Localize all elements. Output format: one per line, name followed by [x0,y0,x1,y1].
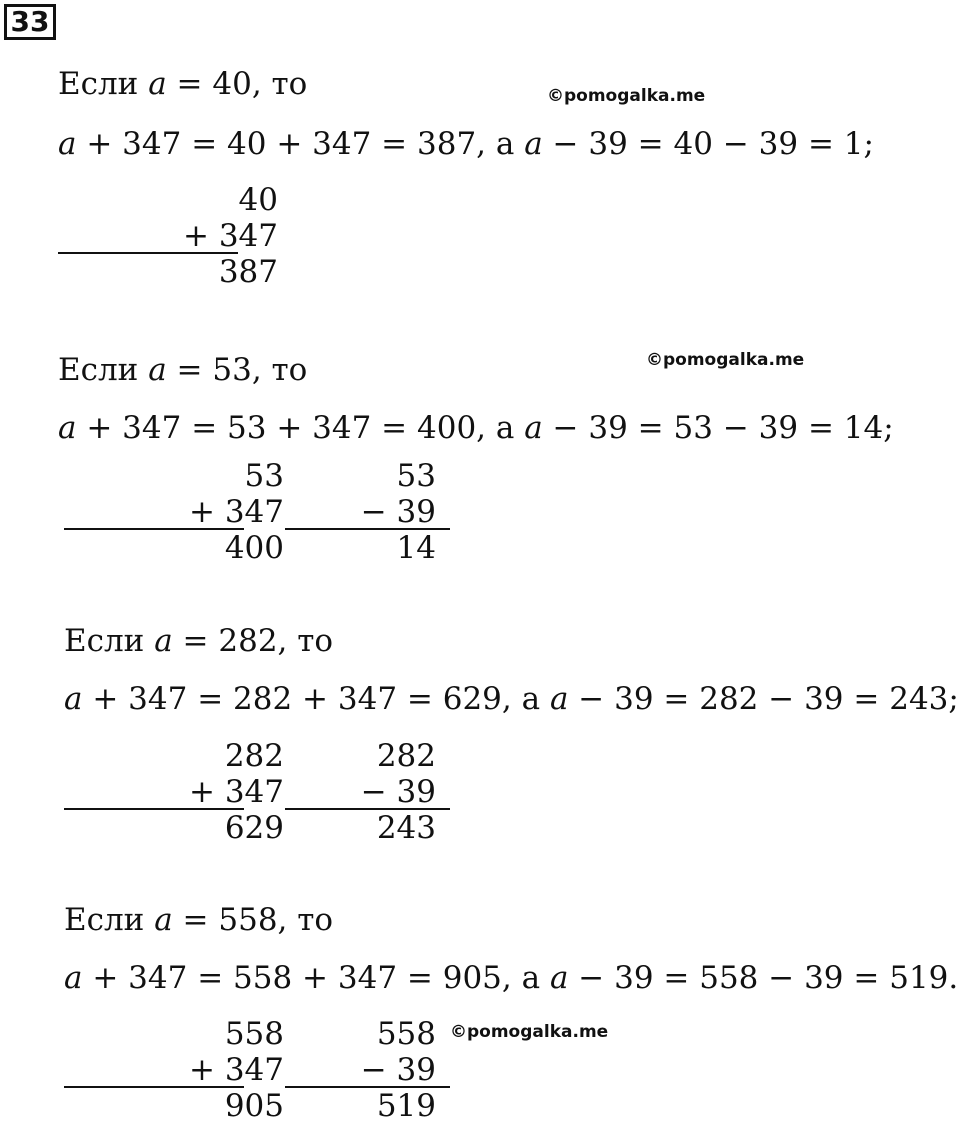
addend-operator-row: + 347 [64,1052,244,1088]
watermark: ©pomogalka.me [646,350,805,370]
addend-operator-row: + 347 [64,494,244,530]
difference-result: 243 [376,810,436,846]
subtrahend-operator-row: − 39 [285,1052,450,1088]
case-4-expression: a + 347 = 558 + 347 = 905, а a − 39 = 558 − 39 = 519. [64,960,959,996]
case-2-expression: a + 347 = 53 + 347 = 400, а a − 39 = 53 − 39 = 14; [58,410,894,446]
watermark: ©pomogalka.me [547,86,706,106]
case-2-subtraction-column [285,458,450,566]
case-3-condition: Если a = 282, то [64,623,334,659]
addend-operator-row: + 347 [58,218,238,254]
case-1-expression: a + 347 = 40 + 347 = 387, а a − 39 = 40 − 39 = 1; [58,126,874,162]
subtrahend-operator-row: − 39 [285,494,450,530]
case-3-expression: a + 347 = 282 + 347 = 629, а a − 39 = 282 − 39 = 243; [64,681,959,717]
addend-top: 282 [224,738,284,774]
watermark: ©pomogalka.me [450,1022,609,1042]
subtrahend-operator-row: − 39 [285,774,450,810]
minuend: 558 [376,1016,436,1052]
case-4-subtraction-column [285,1016,450,1124]
case-1-condition: Если a = 40, то [58,66,308,102]
case-2-condition: Если a = 53, то [58,352,308,388]
minuend: 53 [396,458,436,494]
addend-top: 40 [238,182,278,218]
case-1-addition-column [58,182,278,290]
case-4-condition: Если a = 558, то [64,902,334,938]
addend-top: 558 [224,1016,284,1052]
case-4-addition-column [64,1016,284,1124]
difference-result: 519 [376,1088,436,1124]
case-3-subtraction-column [285,738,450,846]
case-3-addition-column [64,738,284,846]
addend-operator-row: + 347 [64,774,244,810]
sum-result: 387 [218,254,278,290]
difference-result: 14 [396,530,436,566]
sum-result: 629 [224,810,284,846]
sum-result: 400 [224,530,284,566]
problem-number: 33 [4,4,56,40]
minuend: 282 [376,738,436,774]
addend-top: 53 [244,458,284,494]
case-2-addition-column [64,458,284,566]
sum-result: 905 [224,1088,284,1124]
